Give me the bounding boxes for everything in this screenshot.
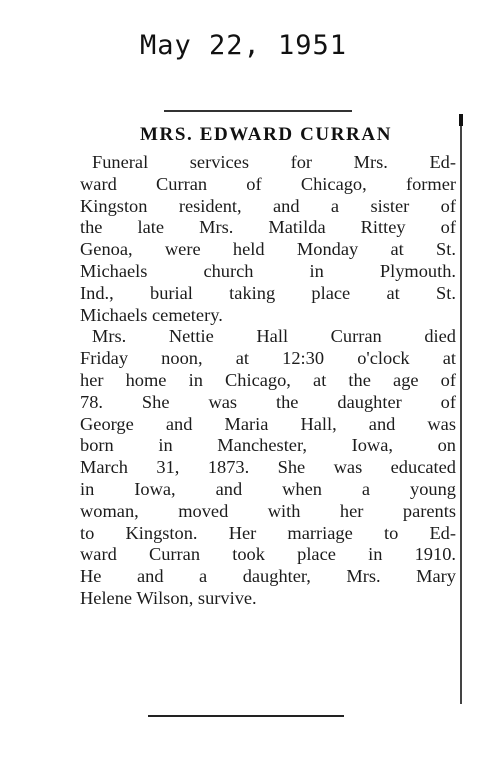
text-line: Ind., burial taking place at St. — [80, 282, 456, 303]
text-line: the late Mrs. Matilda Rittey of — [80, 217, 456, 238]
text-line: Mrs. Nettie Hall Curran died — [92, 326, 456, 347]
text-line: in Iowa, and when a young — [80, 478, 456, 499]
text-line: born in Manchester, Iowa, on — [80, 435, 456, 456]
text-line: George and Maria Hall, and was — [80, 413, 456, 434]
text-line: ward Curran took place in 1910. — [80, 544, 456, 565]
text-line: woman, moved with her parents — [80, 500, 456, 521]
text-line: Michaels church in Plymouth. — [80, 260, 456, 281]
text-line: 78. She was the daughter of — [80, 391, 456, 412]
text-line: Friday noon, at 12:30 o'clock at — [80, 348, 456, 369]
newspaper-clipping — [76, 106, 458, 726]
column-edge-mark — [459, 114, 463, 126]
text-line: Helene Wilson, survive. — [80, 587, 257, 608]
text-line: Michaels cemetery. — [80, 304, 223, 325]
obituary-body — [80, 152, 456, 610]
obituary-headline: MRS. EDWARD CURRAN — [139, 124, 393, 145]
text-line: Genoa, were held Monday at St. — [80, 239, 456, 260]
text-line: Kingston resident, and a sister of — [80, 195, 456, 216]
text-line: March 31, 1873. She was educated — [80, 457, 456, 478]
text-line: Funeral services for Mrs. Ed- — [92, 152, 456, 172]
bottom-rule — [148, 715, 344, 717]
text-line: He and a daughter, Mrs. Mary — [80, 566, 456, 587]
clipping-date: May 22, 1951 — [139, 30, 348, 61]
text-line: ward Curran of Chicago, former — [80, 173, 456, 194]
top-rule — [164, 110, 352, 112]
text-line: to Kingston. Her marriage to Ed- — [80, 522, 456, 543]
text-line: her home in Chicago, at the age of — [80, 369, 456, 390]
column-edge-rule — [460, 116, 462, 704]
